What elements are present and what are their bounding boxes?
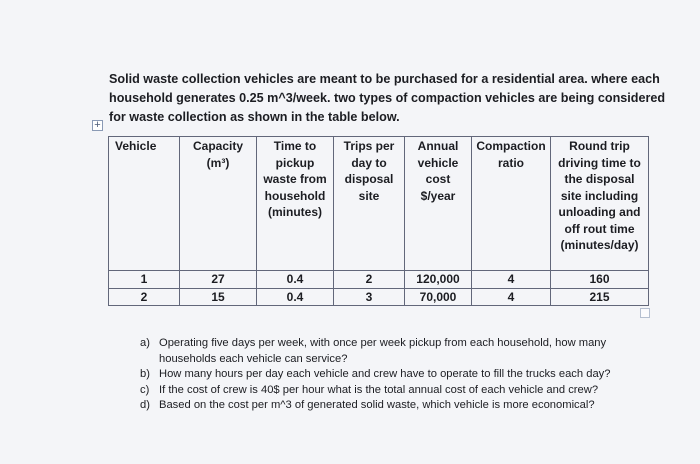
cell-capacity: 27: [180, 271, 257, 289]
cell-vehicle: 2: [109, 288, 180, 306]
question-list: [140, 336, 660, 414]
list-item: [140, 383, 660, 399]
cell-pickup-time: 0.4: [257, 271, 334, 289]
header-vehicle: Vehicle: [109, 137, 180, 271]
header-capacity: Capacity (m³): [180, 137, 257, 271]
vehicle-table: [108, 136, 649, 306]
table-row: [109, 271, 649, 289]
cell-pickup-time: 0.4: [257, 288, 334, 306]
resize-handle-icon[interactable]: [640, 308, 650, 318]
problem-statement: Solid waste collection vehicles are meant to be purchased for a residential area. where each household generates 0.25 m^3/week. two types of compaction vehicles are being considered for waste collection as shown in the table below.: [109, 72, 666, 124]
list-item: [140, 336, 660, 367]
header-pickup-time: Time to pickup waste from household (minutes): [257, 137, 334, 271]
question-label: d): [140, 399, 150, 411]
cell-round-trip: 160: [551, 271, 649, 289]
move-handle-icon[interactable]: +: [92, 120, 103, 131]
question-text: If the cost of crew is 40$ per hour what is the total annual cost of each vehicle and crew?: [159, 383, 599, 396]
cell-vehicle: 1: [109, 271, 180, 289]
header-round-trip-time: Round trip driving time to the disposal site including unloading and off rout time (minutes/day): [551, 137, 649, 271]
question-text: Operating five days per week, with once per week pickup from each household, how many households each vehicle can service?: [159, 337, 607, 365]
table-header-row: [109, 137, 649, 271]
cell-compaction: 4: [472, 288, 551, 306]
cell-annual-cost: 120,000: [405, 271, 472, 289]
table-row: [109, 288, 649, 306]
header-annual-cost: Annual vehicle cost $/year: [405, 137, 472, 271]
header-trips-per-day: Trips per day to disposal site: [334, 137, 405, 271]
cell-round-trip: 215: [551, 288, 649, 306]
question-text: Based on the cost per m^3 of generated solid waste, which vehicle is more economical?: [159, 399, 595, 411]
cell-trips: 2: [334, 271, 405, 289]
list-item: [140, 398, 660, 414]
question-label: b): [140, 368, 150, 380]
question-label: a): [140, 337, 150, 349]
cell-capacity: 15: [180, 288, 257, 306]
list-item: [140, 367, 660, 383]
question-text: How many hours per day each vehicle and crew have to operate to fill the trucks each day?: [159, 368, 611, 380]
cell-trips: 3: [334, 288, 405, 306]
header-compaction-ratio: Compaction ratio: [472, 137, 551, 271]
question-label: c): [140, 383, 150, 396]
cell-compaction: 4: [472, 271, 551, 289]
cell-annual-cost: 70,000: [405, 288, 472, 306]
